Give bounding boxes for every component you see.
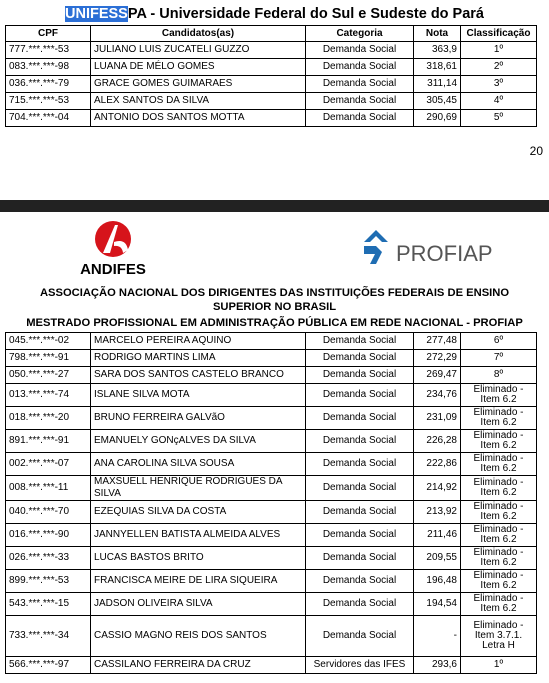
cell-classification: Eliminado - Item 6.2 bbox=[461, 430, 537, 453]
cell-cpf: 008.***.***-11 bbox=[6, 476, 91, 501]
cell-category: Demanda Social bbox=[306, 547, 414, 570]
cell-classification: 1º bbox=[461, 657, 537, 674]
cell-cpf: 016.***.***-90 bbox=[6, 524, 91, 547]
table-row bbox=[6, 593, 537, 616]
profiap-logo-mark-bottom bbox=[364, 246, 382, 264]
cell-category: Demanda Social bbox=[306, 501, 414, 524]
cell-category: Demanda Social bbox=[306, 407, 414, 430]
page-top bbox=[0, 0, 549, 200]
cell-classification: Eliminado - Item 6.2 bbox=[461, 407, 537, 430]
cell-candidate: ISLANE SILVA MOTA bbox=[91, 384, 306, 407]
cell-score: 226,28 bbox=[414, 430, 461, 453]
cell-candidate: FRANCISCA MEIRE DE LIRA SIQUEIRA bbox=[91, 570, 306, 593]
table-row bbox=[6, 570, 537, 593]
profiap-logo-text: PROFIAP bbox=[396, 241, 493, 266]
cell-cpf: 899.***.***-53 bbox=[6, 570, 91, 593]
table-row bbox=[6, 350, 537, 367]
cell-cpf: 083.***.***-98 bbox=[6, 59, 91, 76]
cell-cpf: 704.***.***-04 bbox=[6, 110, 91, 127]
cell-cpf: 891.***.***-91 bbox=[6, 430, 91, 453]
cell-category: Demanda Social bbox=[306, 453, 414, 476]
cell-candidate: RODRIGO MARTINS LIMA bbox=[91, 350, 306, 367]
cell-category: Demanda Social bbox=[306, 350, 414, 367]
cell-classification: 7º bbox=[461, 350, 537, 367]
cell-cpf: 040.***.***-70 bbox=[6, 501, 91, 524]
cell-category: Demanda Social bbox=[306, 616, 414, 657]
cell-cpf: 715.***.***-53 bbox=[6, 93, 91, 110]
table-row bbox=[6, 76, 537, 93]
cell-candidate: ANTONIO DOS SANTOS MOTTA bbox=[91, 110, 306, 127]
cell-candidate: MARCELO PEREIRA AQUINO bbox=[91, 333, 306, 350]
cell-score: 209,55 bbox=[414, 547, 461, 570]
cell-classification: Eliminado - Item 6.2 bbox=[461, 593, 537, 616]
cell-classification: Eliminado - Item 6.2 bbox=[461, 501, 537, 524]
table-row bbox=[6, 110, 537, 127]
cell-category: Demanda Social bbox=[306, 110, 414, 127]
table-row bbox=[6, 367, 537, 384]
cell-classification: 6º bbox=[461, 333, 537, 350]
table-row bbox=[6, 59, 537, 76]
cell-cpf: 733.***.***-34 bbox=[6, 616, 91, 657]
table-row bbox=[6, 501, 537, 524]
cell-category: Demanda Social bbox=[306, 384, 414, 407]
cell-category: Demanda Social bbox=[306, 570, 414, 593]
cell-classification: Eliminado - Item 6.2 bbox=[461, 547, 537, 570]
cell-classification: Eliminado - Item 6.2 bbox=[461, 384, 537, 407]
profiap-logo-mark-top bbox=[364, 230, 388, 242]
cell-category: Servidores das IFES bbox=[306, 657, 414, 674]
cell-candidate: SARA DOS SANTOS CASTELO BRANCO bbox=[91, 367, 306, 384]
cell-cpf: 002.***.***-07 bbox=[6, 453, 91, 476]
table-header-row bbox=[6, 26, 537, 42]
header-candidates: Candidatos(as) bbox=[91, 26, 306, 42]
cell-classification: 4º bbox=[461, 93, 537, 110]
header-category: Categoria bbox=[306, 26, 414, 42]
cell-candidate: LUANA DE MÉLO GOMES bbox=[91, 59, 306, 76]
cell-category: Demanda Social bbox=[306, 476, 414, 501]
cell-classification: Eliminado - Item 6.2 bbox=[461, 524, 537, 547]
cell-candidate: CASSIO MAGNO REIS DOS SANTOS bbox=[91, 616, 306, 657]
table-row bbox=[6, 407, 537, 430]
association-heading: ASSOCIAÇÃO NACIONAL DOS DIRIGENTES DAS INSTITUIÇÕES FEDERAIS DE ENSINO SUPERIOR NO BRASIL bbox=[39, 287, 510, 313]
table-row bbox=[6, 524, 537, 547]
cell-classification: Eliminado - Item 6.2 bbox=[461, 476, 537, 501]
table-row bbox=[6, 616, 537, 657]
cell-score: 213,92 bbox=[414, 501, 461, 524]
page-separator bbox=[0, 200, 549, 212]
cell-score: 290,69 bbox=[414, 110, 461, 127]
cell-cpf: 045.***.***-02 bbox=[6, 333, 91, 350]
cell-score: 305,45 bbox=[414, 93, 461, 110]
cell-score: 214,92 bbox=[414, 476, 461, 501]
university-title bbox=[0, 6, 549, 22]
cell-cpf: 777.***.***-53 bbox=[6, 42, 91, 59]
cell-candidate: CASSILANO FERREIRA DA CRUZ bbox=[91, 657, 306, 674]
cell-candidate: ALEX SANTOS DA SILVA bbox=[91, 93, 306, 110]
cell-score: 311,14 bbox=[414, 76, 461, 93]
cell-classification: Eliminado - Item 3.7.1. Letra H bbox=[461, 616, 537, 657]
page-number: 20 bbox=[529, 144, 543, 158]
table-row bbox=[6, 453, 537, 476]
table-row bbox=[6, 547, 537, 570]
cell-cpf: 050.***.***-27 bbox=[6, 367, 91, 384]
results-table-bottom bbox=[5, 332, 536, 674]
cell-classification: 2º bbox=[461, 59, 537, 76]
cell-cpf: 566.***.***-97 bbox=[6, 657, 91, 674]
cell-classification: Eliminado - Item 6.2 bbox=[461, 453, 537, 476]
cell-score: 277,48 bbox=[414, 333, 461, 350]
cell-cpf: 036.***.***-79 bbox=[6, 76, 91, 93]
cell-category: Demanda Social bbox=[306, 524, 414, 547]
cell-candidate: LUCAS BASTOS BRITO bbox=[91, 547, 306, 570]
table-row bbox=[6, 430, 537, 453]
cell-score: 269,47 bbox=[414, 367, 461, 384]
cell-category: Demanda Social bbox=[306, 59, 414, 76]
cell-score: 272,29 bbox=[414, 350, 461, 367]
table-row bbox=[6, 42, 537, 59]
cell-cpf: 543.***.***-15 bbox=[6, 593, 91, 616]
andifes-logo-text: ANDIFES bbox=[80, 261, 146, 276]
table-row bbox=[6, 93, 537, 110]
cell-classification: 1º bbox=[461, 42, 537, 59]
cell-category: Demanda Social bbox=[306, 593, 414, 616]
cell-score: 222,86 bbox=[414, 453, 461, 476]
cell-candidate: EZEQUIAS SILVA DA COSTA bbox=[91, 501, 306, 524]
cell-cpf: 026.***.***-33 bbox=[6, 547, 91, 570]
cell-category: Demanda Social bbox=[306, 42, 414, 59]
cell-score: 194,54 bbox=[414, 593, 461, 616]
header-classification: Classificação bbox=[461, 26, 537, 42]
cell-candidate: JULIANO LUIS ZUCATELI GUZZO bbox=[91, 42, 306, 59]
cell-candidate: MAXSUELL HENRIQUE RODRIGUES DA SILVA bbox=[91, 476, 306, 501]
cell-score: 211,46 bbox=[414, 524, 461, 547]
cell-score: 196,48 bbox=[414, 570, 461, 593]
header-cpf: CPF bbox=[6, 26, 91, 42]
cell-classification: 8º bbox=[461, 367, 537, 384]
title-highlight: UNIFESS bbox=[65, 6, 128, 22]
program-heading: MESTRADO PROFISSIONAL EM ADMINISTRAÇÃO PÚBLICA EM REDE NACIONAL - PROFIAP bbox=[26, 317, 523, 329]
cell-cpf: 798.***.***-91 bbox=[6, 350, 91, 367]
cell-score: 363,9 bbox=[414, 42, 461, 59]
cell-category: Demanda Social bbox=[306, 430, 414, 453]
table-row bbox=[6, 657, 537, 674]
title-rest: PA - Universidade Federal do Sul e Sudeste do Pará bbox=[127, 6, 484, 22]
cell-category: Demanda Social bbox=[306, 93, 414, 110]
cell-category: Demanda Social bbox=[306, 76, 414, 93]
cell-candidate: JANNYELLEN BATISTA ALMEIDA ALVES bbox=[91, 524, 306, 547]
cell-score: - bbox=[414, 616, 461, 657]
cell-candidate: JADSON OLIVEIRA SILVA bbox=[91, 593, 306, 616]
table-row bbox=[6, 476, 537, 501]
cell-score: 231,09 bbox=[414, 407, 461, 430]
cell-classification: 5º bbox=[461, 110, 537, 127]
cell-category: Demanda Social bbox=[306, 333, 414, 350]
header-score: Nota bbox=[414, 26, 461, 42]
cell-category: Demanda Social bbox=[306, 367, 414, 384]
cell-candidate: GRACE GOMES GUIMARAES bbox=[91, 76, 306, 93]
cell-score: 318,61 bbox=[414, 59, 461, 76]
cell-cpf: 018.***.***-20 bbox=[6, 407, 91, 430]
cell-score: 234,76 bbox=[414, 384, 461, 407]
profiap-logo bbox=[358, 226, 498, 272]
page-bottom bbox=[0, 212, 549, 683]
cell-cpf: 013.***.***-74 bbox=[6, 384, 91, 407]
table-row bbox=[6, 384, 537, 407]
cell-score: 293,6 bbox=[414, 657, 461, 674]
cell-candidate: ANA CAROLINA SILVA SOUSA bbox=[91, 453, 306, 476]
andifes-logo bbox=[68, 220, 158, 276]
table-row bbox=[6, 333, 537, 350]
cell-classification: Eliminado - Item 6.2 bbox=[461, 570, 537, 593]
cell-classification: 3º bbox=[461, 76, 537, 93]
cell-candidate: EMANUELY GONçALVES DA SILVA bbox=[91, 430, 306, 453]
cell-candidate: BRUNO FERREIRA GALVãO bbox=[91, 407, 306, 430]
results-table-top bbox=[5, 25, 536, 127]
